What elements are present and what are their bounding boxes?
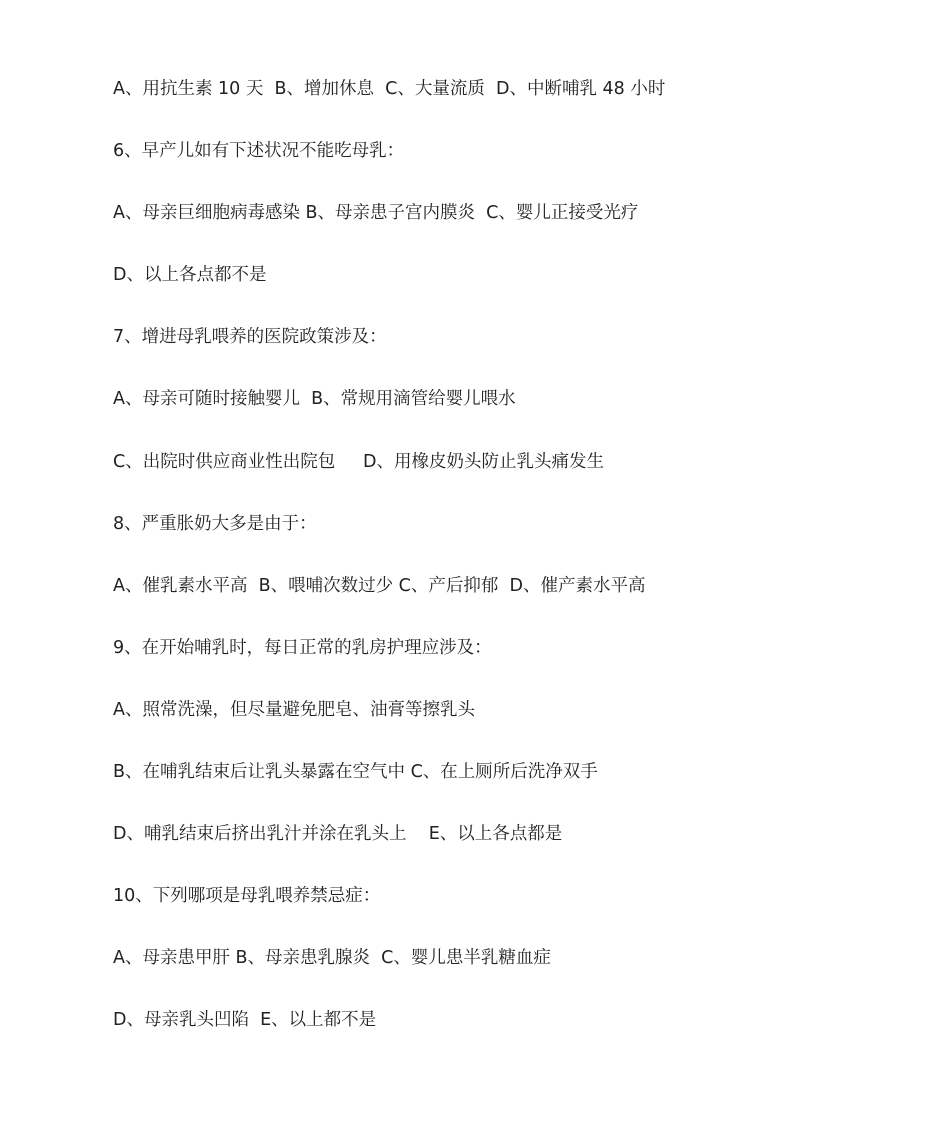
question-line: 9、在开始哺乳时，每日正常的乳房护理应涉及： <box>113 637 492 658</box>
question-line: 6、早产儿如有下述状况不能吃母乳： <box>113 141 405 162</box>
option-line: A、催乳素水平高 B、喂哺次数过少 C、产后抑郁 D、催产素水平高 <box>113 575 646 596</box>
option-line: A、母亲可随时接触婴儿 B、常规用滴管给婴儿喂水 <box>113 389 516 410</box>
option-line: D、以上各点都不是 <box>113 265 267 286</box>
option-line: A、照常洗澡，但尽量避免肥皂、油膏等擦乳头 <box>113 699 475 720</box>
option-line: A、母亲患甲肝 B、母亲患乳腺炎 C、婴儿患半乳糖血症 <box>113 948 551 969</box>
question-list <box>113 77 893 1071</box>
question-line: 10、下列哪项是母乳喂养禁忌症： <box>113 886 381 907</box>
question-line: 8、严重胀奶大多是由于： <box>113 513 317 534</box>
option-line: C、出院时供应商业性出院包 D、用橡皮奶头防止乳头痛发生 <box>113 451 605 472</box>
option-line: A、用抗生素 10 天 B、增加休息 C、大量流质 D、中断哺乳 48 小时 <box>113 79 666 99</box>
option-line: A、母亲巨细胞病毒感染 B、母亲患子宫内膜炎 C、婴儿正接受光疗 <box>113 203 639 224</box>
option-line: D、哺乳结束后挤出乳汁并涂在乳头上 E、以上各点都是 <box>113 824 563 845</box>
option-line: D、母亲乳头凹陷 E、以上都不是 <box>113 1010 377 1031</box>
question-line: 7、增进母乳喂养的医院政策涉及： <box>113 327 387 348</box>
option-line: B、在哺乳结束后让乳头暴露在空气中 C、在上厕所后洗净双手 <box>113 762 598 783</box>
